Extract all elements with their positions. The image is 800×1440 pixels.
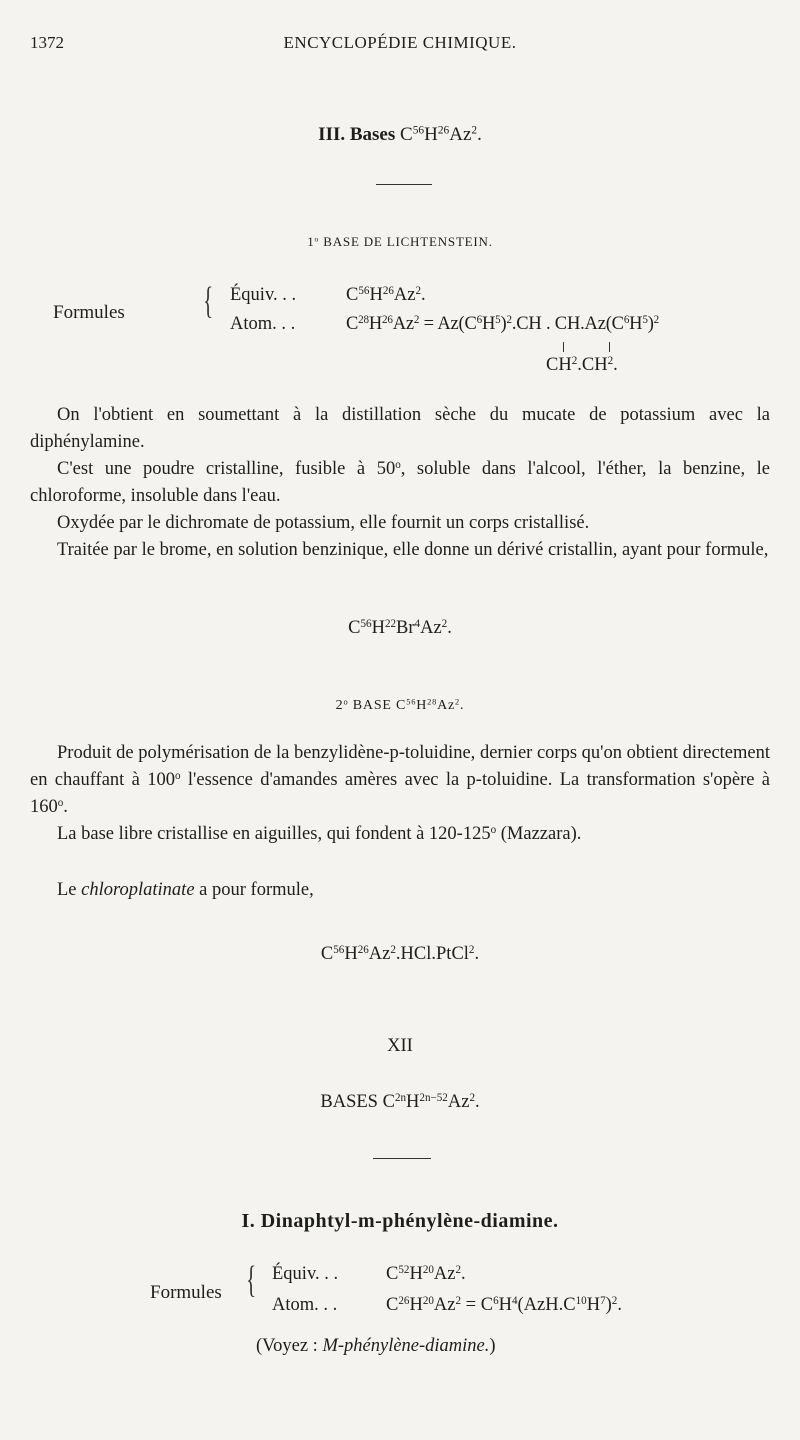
atom-label: Atom. . . [272,1295,338,1315]
divider-rule [373,1158,431,1159]
equiv-label: Équiv. . . [230,285,297,305]
paragraph: Oxydée par le dichromate de potassium, elle fournit un corps cristallisé. [57,513,590,533]
equiv-formula: $C^{56}H^{26}Az^2$. [346,284,426,305]
bond-line [563,342,564,352]
section-heading-dinaphtyl: I. Dinaphtyl-m-phénylène-diamine. [241,1210,559,1232]
section-numeral: III. [318,124,346,145]
paragraph: C'est une poudre cristalline, fusible à 50$^o$, soluble dans l'alcool, l'éther, la benzine, le chloroforme, insoluble dans l'eau. [30,458,771,506]
base1-text [30,402,770,564]
atom-formula: $C^{28}H^{26}Az^2 = Az(C^6H^5)^2.CH$ . $CH.Az(C^6H^5)^2$ [346,313,660,334]
equiv-label: Équiv. . . [272,1264,339,1284]
equiv-formula: $C^{52}H^{20}Az^2$. [386,1263,466,1284]
chapter-numeral: XII [387,1036,413,1056]
subsection-heading-base2: 2$^o$ BASE $C^{56}H^{28}Az^2$. [335,697,465,713]
section-heading-iii [0,124,800,146]
brace-symbol: { [203,280,214,322]
formulas-label: Formules [150,1282,222,1303]
base2-text [30,740,770,848]
atom-formula-substituent: $CH^2.CH^2$. [546,354,618,375]
running-title: ENCYCLOPÉDIE CHIMIQUE. [283,33,517,52]
bromo-formula: $C^{56}H^{22}Br^4Az^2$. [348,617,452,638]
brace-symbol: { [246,1259,257,1301]
atom-formula: $C^{26}H^{20}Az^2 = C^6H^4(AzH.C^{10}H^7)^2$. [386,1294,622,1315]
page-number: 1372 [30,33,64,52]
section-formula: $C^{56}H^{26}Az^2$. [400,124,482,145]
divider-rule [376,184,432,185]
paragraph: Produit de polymérisation de la benzylidène-p-toluidine, dernier corps qu'on obtient directement en chauffant à 100$^o$ l'essence d'amandes amères avec la p-toluidine. La transformation s'opère à 160$^o$. [30,743,771,817]
paragraph: Traitée par le brome, en solution benzinique, elle donne un dérivé cristallin, ayant pour formule, [57,540,769,560]
formulas-label: Formules [53,302,125,323]
bond-line [609,342,610,352]
chloroplatinate-formula: $C^{56}H^{26}Az^2.HCl.PtCl^2$. [320,943,480,964]
chloroplatinate-text: Le chloroplatinate a pour formule, [57,880,314,900]
chapter-title: BASES $C^{2n}H^{2n-52}Az^2$. [320,1091,480,1112]
subsection-heading-lichtenstein: 1$^o$ BASE DE LICHTENSTEIN. [307,234,493,249]
see-also-reference: (Voyez : M-phénylène-diamine.) [256,1336,496,1356]
section-title: Bases [349,124,396,145]
atom-label: Atom. . . [230,314,296,334]
paragraph: On l'obtient en soumettant à la distillation sèche du mucate de potassium avec la diphénylamine. [30,405,770,452]
paragraph: La base libre cristallise en aiguilles, qui fondent à 120-125$^o$ (Mazzara). [57,823,582,844]
